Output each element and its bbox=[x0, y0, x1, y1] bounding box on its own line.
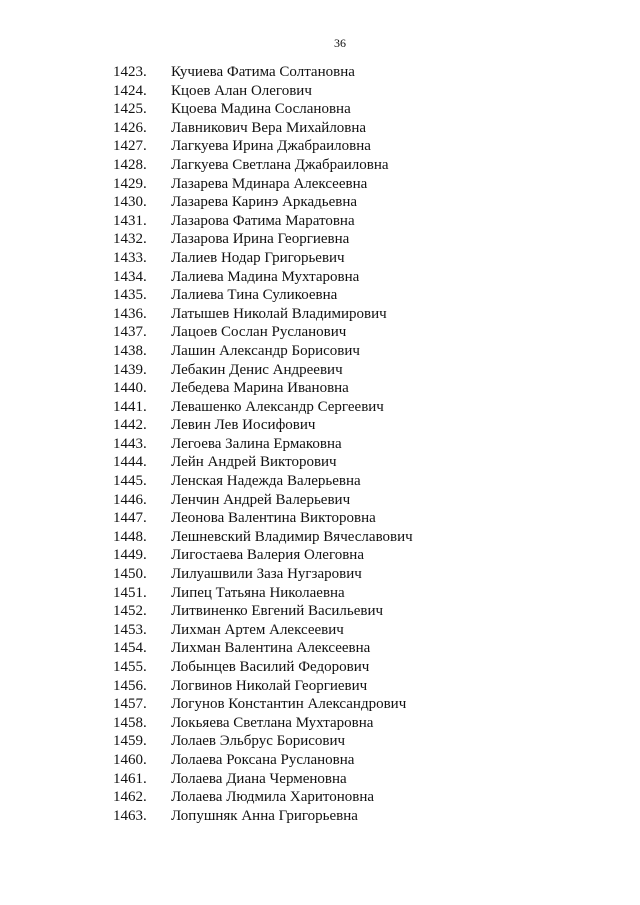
entry-name: Лазарева Каринэ Аркадьевна bbox=[171, 194, 358, 211]
list-item bbox=[113, 472, 413, 491]
list-item bbox=[113, 379, 413, 398]
list-item bbox=[113, 639, 413, 658]
entry-name: Лешневский Владимир Вячеславович bbox=[171, 528, 413, 545]
entry-number: 1434. bbox=[113, 268, 147, 285]
list-item bbox=[113, 565, 413, 584]
list-item bbox=[113, 807, 413, 826]
entry-number: 1435. bbox=[113, 287, 147, 304]
entry-name: Лалиева Тина Суликоевна bbox=[171, 287, 338, 304]
list-item bbox=[113, 732, 413, 751]
entry-name: Лалиев Нодар Григорьевич bbox=[171, 249, 345, 266]
list-item bbox=[113, 453, 413, 472]
entry-name: Лагкуева Ирина Джабраиловна bbox=[171, 138, 371, 155]
entry-name: Лопушняк Анна Григорьевна bbox=[171, 807, 358, 824]
entry-number: 1451. bbox=[113, 584, 147, 601]
entry-number: 1454. bbox=[113, 640, 147, 657]
list-item bbox=[113, 361, 413, 380]
entry-name: Лазарова Фатима Маратовна bbox=[171, 212, 355, 229]
name-list bbox=[113, 63, 413, 825]
list-item bbox=[113, 212, 413, 231]
list-item bbox=[113, 788, 413, 807]
entry-number: 1424. bbox=[113, 82, 147, 99]
entry-number: 1429. bbox=[113, 175, 147, 192]
entry-name: Лихман Валентина Алексеевна bbox=[171, 640, 371, 657]
list-item bbox=[113, 435, 413, 454]
entry-name: Лигостаева Валерия Олеговна bbox=[171, 547, 364, 564]
entry-name: Леонова Валентина Викторовна bbox=[171, 510, 376, 527]
entry-name: Лолаева Людмила Харитоновна bbox=[171, 789, 375, 806]
entry-number: 1456. bbox=[113, 677, 147, 694]
list-item bbox=[113, 82, 413, 101]
list-item bbox=[113, 528, 413, 547]
entry-number: 1462. bbox=[113, 789, 147, 806]
entry-number: 1453. bbox=[113, 621, 147, 638]
list-item bbox=[113, 602, 413, 621]
entry-name: Кучиева Фатима Солтановна bbox=[171, 64, 355, 80]
list-item bbox=[113, 714, 413, 733]
entry-name: Логунов Константин Александрович bbox=[171, 696, 407, 713]
entry-name: Литвиненко Евгений Васильевич bbox=[171, 603, 384, 620]
list-item bbox=[113, 305, 413, 324]
entry-name: Латышев Николай Владимирович bbox=[171, 305, 387, 322]
entry-number: 1432. bbox=[113, 231, 147, 248]
entry-number: 1443. bbox=[113, 435, 147, 452]
entry-name: Лилуашвили Заза Нугзарович bbox=[171, 566, 362, 583]
entry-name: Лашин Александр Борисович bbox=[171, 342, 360, 359]
entry-name: Лагкуева Светлана Джабраиловна bbox=[171, 156, 389, 173]
page-number: 36 bbox=[334, 36, 346, 50]
list-item bbox=[113, 193, 413, 212]
list-item bbox=[113, 416, 413, 435]
entry-number: 1441. bbox=[113, 398, 147, 415]
entry-name: Лолаева Роксана Руслановна bbox=[171, 751, 355, 768]
entry-number: 1458. bbox=[113, 714, 147, 731]
entry-name: Лазарева Мдинара Алексеевна bbox=[171, 175, 368, 192]
entry-name: Левашенко Александр Сергеевич bbox=[171, 398, 384, 415]
list-item bbox=[113, 677, 413, 696]
entry-number: 1431. bbox=[113, 212, 147, 229]
entry-number: 1430. bbox=[113, 194, 147, 211]
entry-number: 1461. bbox=[113, 770, 147, 787]
entry-number: 1444. bbox=[113, 454, 147, 471]
entry-name: Лолаев Эльбрус Борисович bbox=[171, 733, 346, 750]
list-item bbox=[113, 342, 413, 361]
entry-name: Локьяева Светлана Мухтаровна bbox=[171, 714, 374, 731]
entry-number: 1446. bbox=[113, 491, 147, 508]
entry-number: 1459. bbox=[113, 733, 147, 750]
entry-number: 1433. bbox=[113, 249, 147, 266]
entry-number: 1440. bbox=[113, 380, 147, 397]
entry-name: Ленчин Андрей Валерьевич bbox=[171, 491, 351, 508]
entry-name: Лейн Андрей Викторович bbox=[171, 454, 337, 471]
entry-name: Лазарова Ирина Георгиевна bbox=[171, 231, 350, 248]
entry-name: Лавникович Вера Михайловна bbox=[171, 119, 367, 136]
list-item bbox=[113, 156, 413, 175]
entry-name: Лихман Артем Алексеевич bbox=[171, 621, 344, 638]
entry-number: 1427. bbox=[113, 138, 147, 155]
list-item bbox=[113, 695, 413, 714]
entry-number: 1457. bbox=[113, 696, 147, 713]
entry-number: 1448. bbox=[113, 528, 147, 545]
entry-name: Кцоев Алан Олегович bbox=[171, 82, 312, 99]
entry-name: Липец Татьяна Николаевна bbox=[171, 584, 345, 601]
entry-name: Лацоев Сослан Русланович bbox=[171, 324, 347, 341]
entry-number: 1442. bbox=[113, 417, 147, 434]
list-item bbox=[113, 398, 413, 417]
entry-name: Логвинов Николай Георгиевич bbox=[171, 677, 368, 694]
entry-name: Левин Лев Иосифович bbox=[171, 417, 316, 434]
entry-number: 1463. bbox=[113, 807, 147, 824]
entry-number: 1449. bbox=[113, 547, 147, 564]
entry-number: 1452. bbox=[113, 603, 147, 620]
list-item bbox=[113, 249, 413, 268]
entry-name: Легоева Залина Ермаковна bbox=[171, 435, 342, 452]
list-item bbox=[113, 621, 413, 640]
entry-number: 1450. bbox=[113, 566, 147, 583]
list-item bbox=[113, 100, 413, 119]
entry-number: 1447. bbox=[113, 510, 147, 527]
list-item bbox=[113, 175, 413, 194]
entry-number: 1426. bbox=[113, 119, 147, 136]
list-item bbox=[113, 119, 413, 138]
entry-number: 1437. bbox=[113, 324, 147, 341]
entry-number: 1455. bbox=[113, 659, 147, 675]
list-item bbox=[113, 268, 413, 287]
list-item bbox=[113, 658, 413, 677]
entry-number: 1425. bbox=[113, 101, 147, 118]
entry-name: Кцоева Мадина Сослановна bbox=[171, 101, 351, 118]
list-item bbox=[113, 546, 413, 565]
list-item bbox=[113, 63, 413, 82]
entry-name: Лалиева Мадина Мухтаровна bbox=[171, 268, 360, 285]
entry-number: 1445. bbox=[113, 473, 147, 490]
entry-name: Лобынцев Василий Федорович bbox=[171, 659, 370, 675]
list-item bbox=[113, 230, 413, 249]
entry-number: 1460. bbox=[113, 751, 147, 768]
entry-number: 1436. bbox=[113, 305, 147, 322]
list-item bbox=[113, 491, 413, 510]
list-item bbox=[113, 286, 413, 305]
list-item bbox=[113, 770, 413, 789]
entry-name: Лебакин Денис Андреевич bbox=[171, 361, 343, 378]
entry-name: Лебедева Марина Ивановна bbox=[171, 380, 349, 397]
list-item bbox=[113, 137, 413, 156]
entry-number: 1423. bbox=[113, 64, 147, 80]
list-item bbox=[113, 751, 413, 770]
list-item bbox=[113, 323, 413, 342]
list-item bbox=[113, 509, 413, 528]
entry-name: Лолаева Диана Черменовна bbox=[171, 770, 347, 787]
entry-number: 1428. bbox=[113, 156, 147, 173]
entry-name: Ленская Надежда Валерьевна bbox=[171, 473, 361, 490]
list-item bbox=[113, 584, 413, 603]
entry-number: 1438. bbox=[113, 342, 147, 359]
entry-number: 1439. bbox=[113, 361, 147, 378]
